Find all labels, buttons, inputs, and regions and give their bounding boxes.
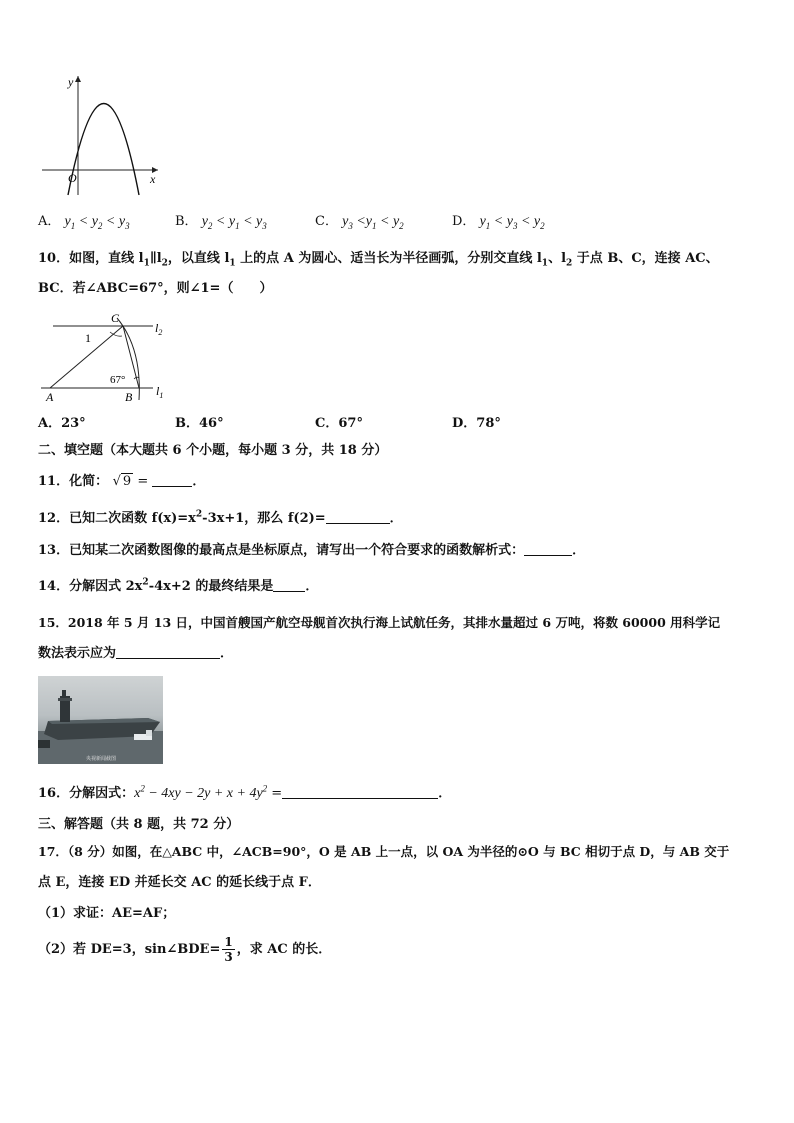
fig-point-c: C <box>111 311 120 325</box>
q11-answer-blank[interactable] <box>152 474 192 487</box>
q15-line2: 数法表示应为 ． <box>38 646 234 661</box>
fig-angle-67: 67° <box>110 374 126 386</box>
q17-part2: （2）若 DE=3，sin∠BDE= $\frac{1}{3}$ ，求 AC 的长． <box>38 935 332 964</box>
q10-option-a[interactable]: A．23° <box>38 416 86 431</box>
q14: 14．分解因式 $2x^2-4x+2$ 的最终结果是 ． <box>38 577 319 594</box>
aircraft-carrier-photo <box>38 676 163 764</box>
section-2-heading: 二、填空题（本大题共 6 个小题，每小题 3 分，共 18 分） <box>38 443 388 458</box>
photo-caption: 央视新闻截图 <box>86 756 117 762</box>
q11: 11．化简： √ 9 = ． <box>38 474 206 489</box>
q12-answer-blank[interactable] <box>326 511 390 524</box>
q16-answer-blank[interactable] <box>282 786 438 799</box>
q10-option-b[interactable]: B．46° <box>175 416 224 431</box>
fig-angle-1: 1 <box>85 331 91 345</box>
q10-figure <box>38 310 173 405</box>
q17-line2: 点 E，连接 ED 并延长交 AC 的延长线于点 F． <box>38 875 321 890</box>
q14-answer-blank[interactable] <box>273 579 305 592</box>
fig-point-b: B <box>125 390 133 404</box>
q9-option-b[interactable]: B． $y_2 < y_1 < y_3$ <box>175 214 267 231</box>
q17-line1: 17．（8 分）如图，在△ABC 中，∠ACB=90°，O 是 AB 上一点，以 OA 为半径的⊙O 与 BC 相切于点 D，与 AB 交于 <box>38 844 730 859</box>
graph-y-label: y <box>68 75 74 89</box>
fig-line-l2: $l_2$ <box>155 321 163 337</box>
parabola-graph <box>38 70 168 200</box>
q10-option-c[interactable]: C．67° <box>315 416 363 431</box>
fraction-one-third: $\frac{1}{3}$ <box>224 935 233 964</box>
section-3-heading: 三、解答题（共 8 题，共 72 分） <box>38 817 240 832</box>
q9-option-a[interactable]: A． $y_1 < y_2 < y_3$ <box>38 214 130 231</box>
q10-option-d[interactable]: D．78° <box>452 416 501 431</box>
graph-origin-label: O <box>68 171 77 185</box>
q13-answer-blank[interactable] <box>524 543 572 556</box>
q16: 16．分解因式：$x^2 - 4xy - 2y + x + 4y^2$ = ． <box>38 783 452 801</box>
q15-line1: 15．2018 年 5 月 13 日，中国首艘国产航空母舰首次执行海上试航任务，其排水量超过 6 万吨，将数 60000 用科学记 <box>38 615 721 630</box>
carrier-illustration <box>38 676 163 764</box>
q9-option-d[interactable]: D． $y_1 < y_3 < y_2$ <box>452 214 545 231</box>
graph-x-label: x <box>150 172 156 186</box>
q10-line2: BC．若∠ABC=67°，则∠1=（ ） <box>38 281 273 296</box>
q13: 13．已知某二次函数图像的最高点是坐标原点，请写出一个符合要求的函数解析式： ． <box>38 543 586 558</box>
fig-point-a: A <box>46 390 54 404</box>
q15-answer-blank[interactable] <box>116 646 220 659</box>
q10-line1: 10．如图，直线 $l_1\parallel l_2$，以直线 $l_1$ 上的点 A 为圆心、适当长为半径画弧，分别交直线 $l_1$、$l_2$ 于点 B、C，连接 AC、 <box>38 251 719 269</box>
q9-option-c[interactable]: C． $y_3 <y_1 < y_2$ <box>315 214 404 231</box>
q17-part1: （1）求证：AE=AF； <box>38 906 176 921</box>
q12: 12．已知二次函数 $f(x)=x^2-3x+1$，那么 f(2)= ． <box>38 509 403 526</box>
fig-line-l1: $l_1$ <box>156 384 164 400</box>
